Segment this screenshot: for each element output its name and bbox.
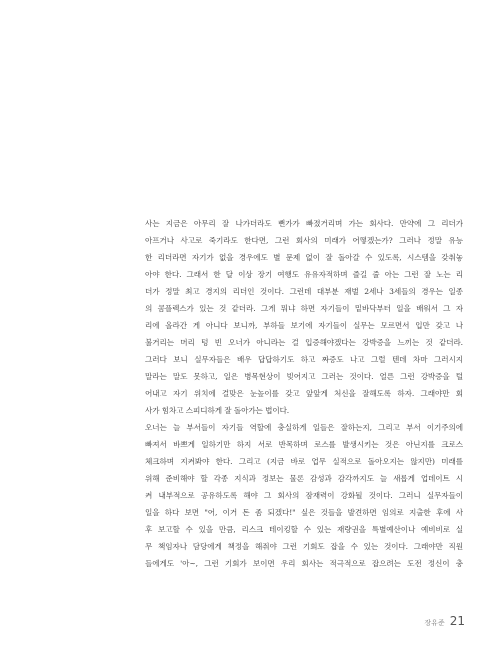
text-line: 위해 준비해야 할 각종 지식과 정보는 물론 감성과 감각까지도 늘 새롭게 업데이트 시 [145,474,463,483]
text-line: 사는 지금은 아무리 잘 나가더라도 뻔가가 빠졌거리며 가는 회사다. 만약에 그 리더가 [145,219,463,228]
text-line: 그러다 보니 실무자들은 배우 답답하기도 하고 짜증도 나고 그럴 텐데 차마 그러시지 [145,355,463,364]
page-footer [383,614,465,630]
text-line: 켜 내부적으로 공유하도록 해야 그 회사의 잠재력이 강화될 것이다. 그러니 실무자들이 [145,491,463,500]
paragraph-2 [145,419,463,572]
text-line: 무 책임자나 담당에게 책정을 해줘야 그런 기회도 잡을 수 있는 것이다. 그래야만 직원 [145,542,463,551]
page-number: 21 [449,614,465,628]
text-line: 아프거나 사고로 죽기라도 한다면, 그런 회사의 미래가 어떻겠는가? 그러나 정말 유능 [145,236,463,245]
text-line: 아야 한다. 그래서 한 달 이상 장기 여행도 유유자적하며 즐길 줄 아는 그런 잘 노는 리 [145,270,463,279]
text-line: 사가 힘차고 스피디하게 잘 돌아가는 법이다. [145,406,290,415]
text-line: 한 리더라면 자기가 없을 경우에도 별 문제 없이 잘 돌아갈 수 있도록, 시스템을 갖춰놓 [145,253,463,262]
paragraph-1 [145,215,463,419]
text-line: 체크하며 지켜봐야 한다. 그리고 (지금 바로 업무 실적으로 돌아오지는 않지만) 미래를 [145,457,463,466]
text-line: 더가 정말 최고 경지의 리더인 것이다. 그런데 대부분 재벌 2세나 3세들의 경우는 일종 [145,287,463,296]
text-line: 빠져서 바쁘게 일하기만 하지 서로 반목하며 로스를 발생시키는 것은 아닌지를 크로스 [145,440,463,449]
author-name: 장유준 [424,619,445,627]
text-line: 후 보고할 수 있을 만큼, 리스크 테이킹할 수 있는 재량권을 특별예산이나 예비비로 실 [145,525,463,534]
body-text [145,215,463,572]
text-line: 일을 하다 보면 "어, 이거 돈 좀 되겠다!" 싶은 것들을 발견하면 임의로 지출한 후에 사 [145,508,463,517]
text-line: 오너는 늘 부서들이 자기들 역할에 충실하게 일들은 잘하는지, 그리고 부서 이기주의에 [145,423,463,432]
text-line: 리에 올라간 게 아니다 보니까, 부하들 보기에 자기들이 실무는 모르면서 입만 갖고 나 [145,321,463,330]
text-line: 어내고 자기 위치에 걸맞은 눈높이를 갖고 앞앞게 처신을 잘해도록 하자. 그래야만 회 [145,389,463,398]
text-line: 불거리는 머리 텅 빈 오너가 아니라는 걸 입증해야겠다는 강박증을 느끼는 것 같더라. [145,338,463,347]
text-line: 의 콤플렉스가 있는 것 같더라. 그게 뭐냐 하면 자기들이 밑바닥부터 일을 배워서 그 자 [145,304,463,313]
text-line: 들에게도 '아~, 그런 기회가 보이면 우리 회사는 적극적으로 잡으려는 도전 정신이 충 [145,559,463,568]
text-line: 말라는 말도 못하고, 일은 병목현상이 빚어지고 그러는 것이다. 얼른 그런 강박증을 털 [145,372,463,381]
